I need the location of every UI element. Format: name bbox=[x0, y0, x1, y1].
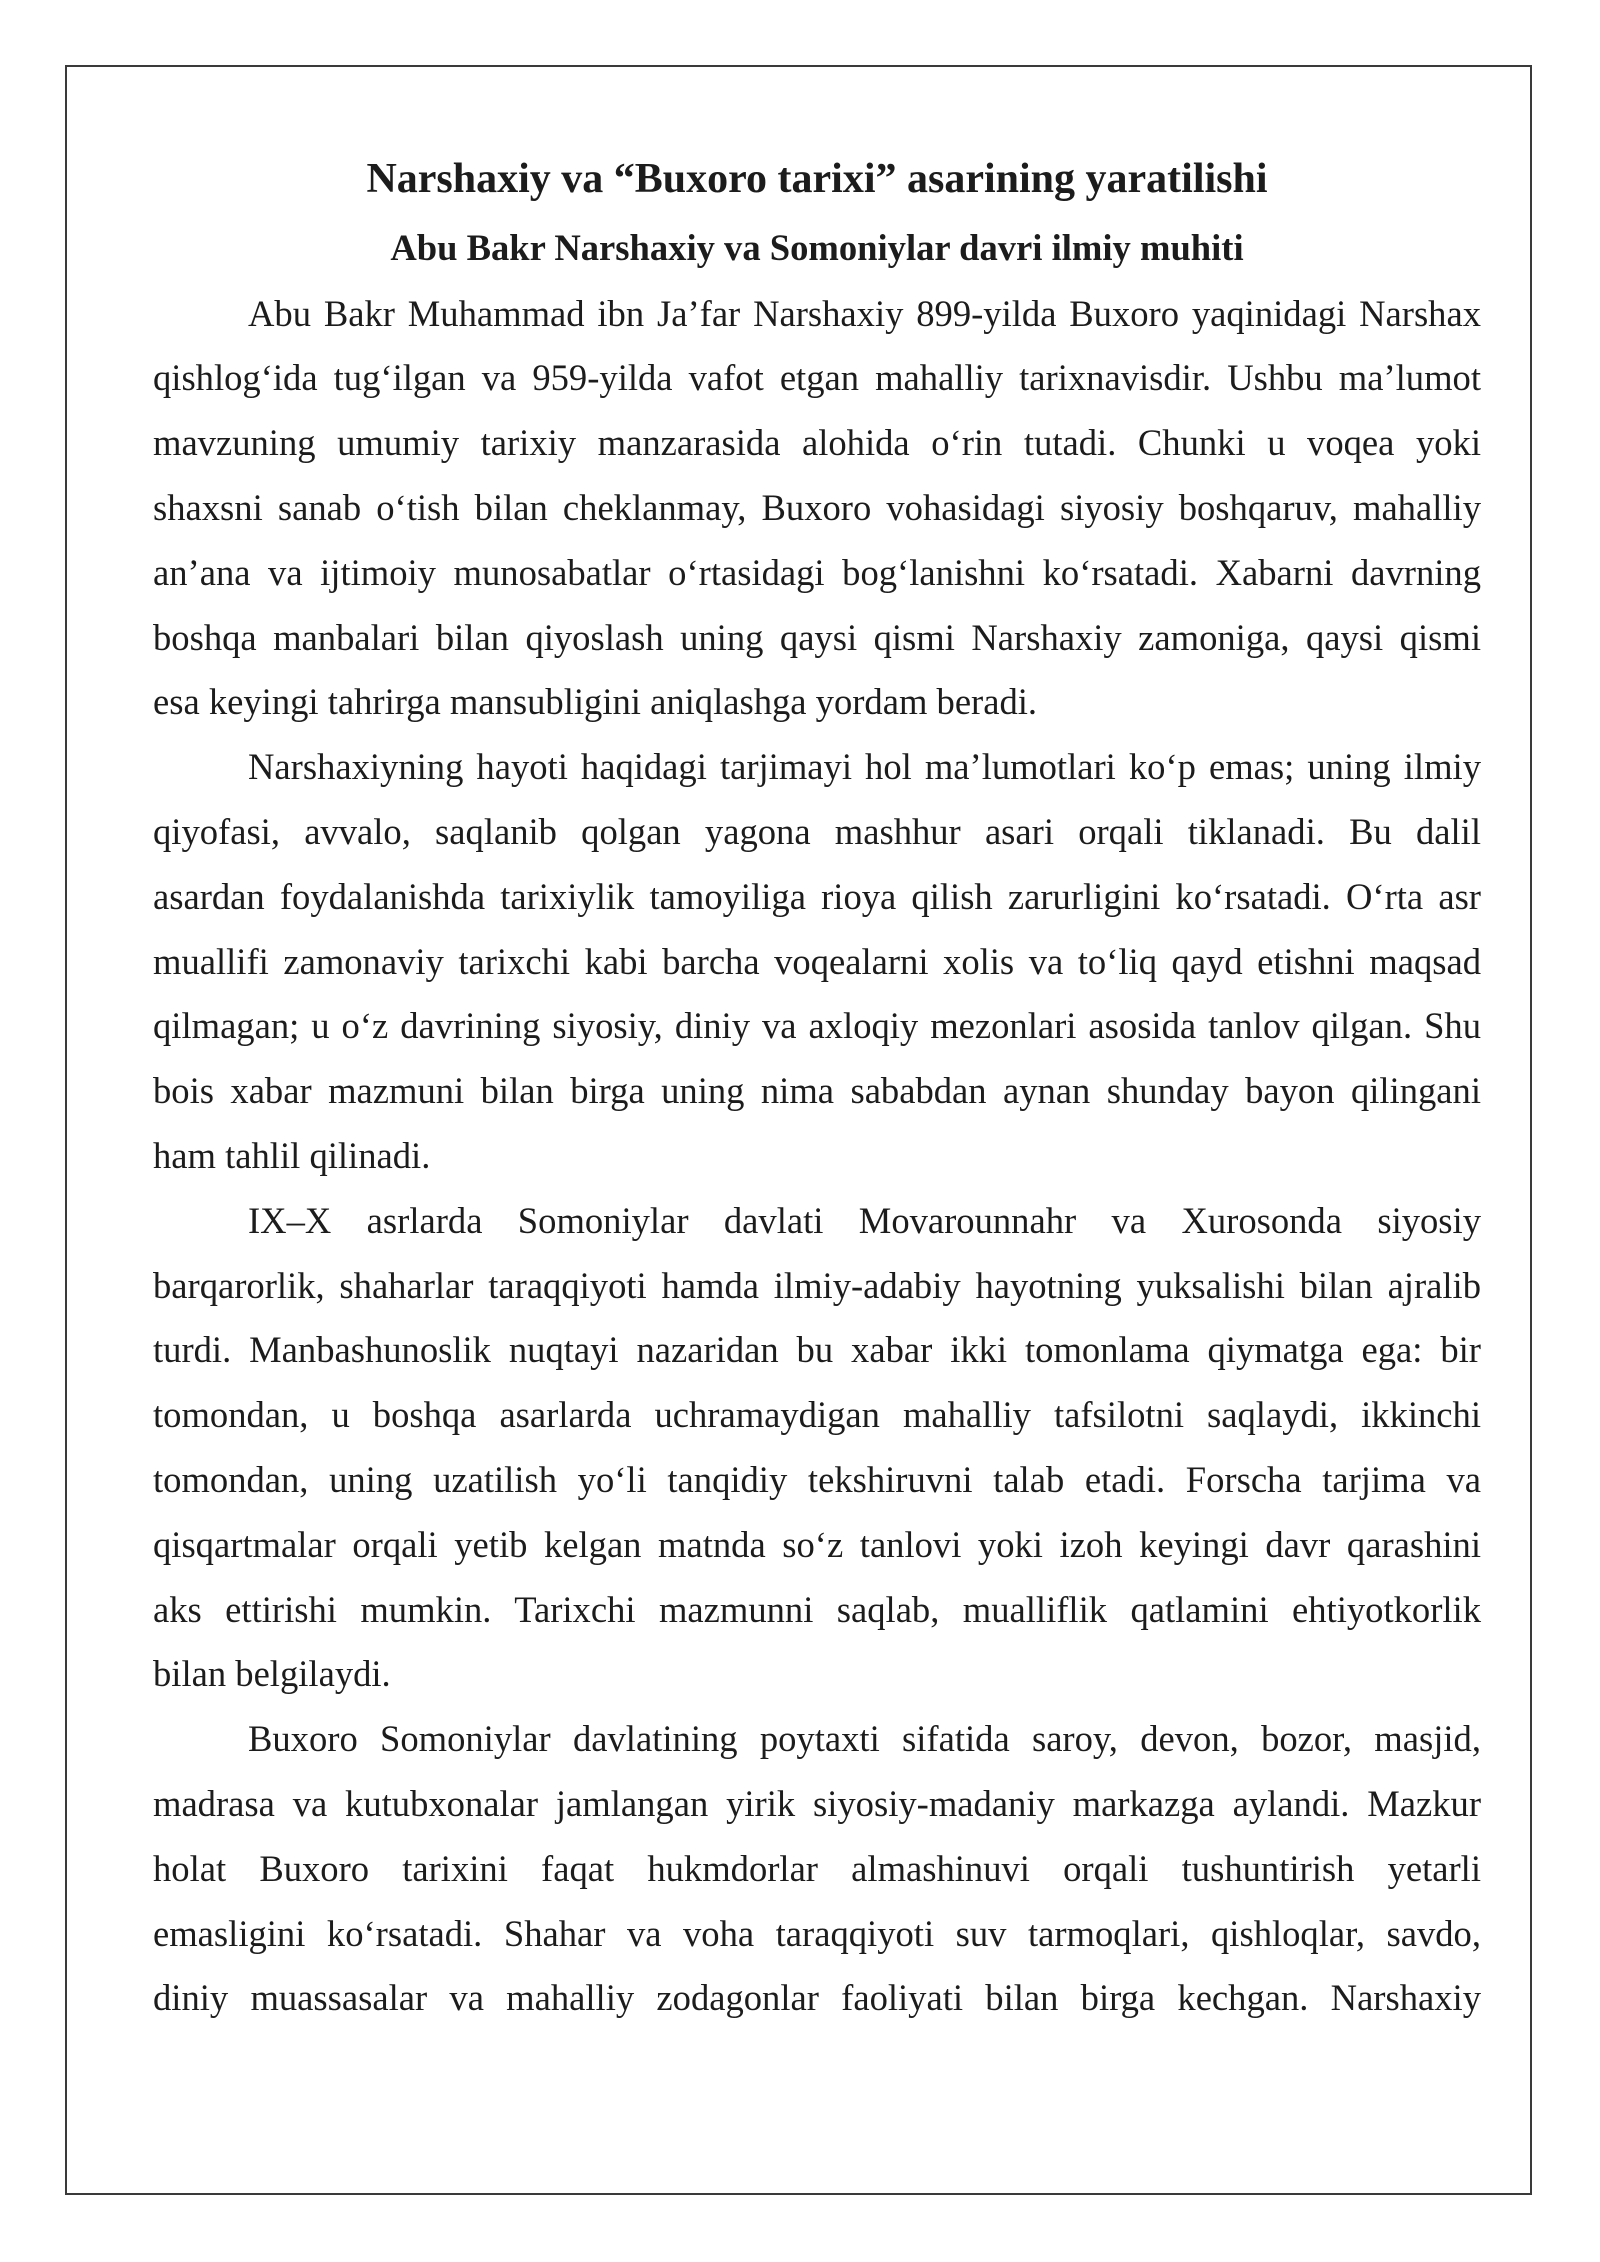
paragraph-line: qisqartmalar orqali yetib kelgan matnda so‘z tanlovi yoki izoh keyingi davr qarashini bbox=[153, 1523, 1481, 1565]
paragraph-line: boshqa manbalari bilan qiyoslash uning qaysi qismi Narshaxiy zamoniga, qaysi qismi bbox=[153, 616, 1481, 658]
paragraph-line: Abu Bakr Muhammad ibn Ja’far Narshaxiy 899-yilda Buxoro yaqinidagi Narshax bbox=[248, 292, 1481, 334]
paragraph bbox=[153, 1707, 1481, 2031]
paragraph-line: holat Buxoro tarixini faqat hukmdorlar almashinuvi orqali tushuntirish yetarli bbox=[153, 1847, 1481, 1889]
paragraph-line: qilmagan; u o‘z davrining siyosiy, diniy va axloqiy mezonlari asosida tanlov qilgan. Shu bbox=[153, 1005, 1481, 1047]
paragraph-line: ham tahlil qilinadi. bbox=[153, 1134, 431, 1176]
document-body bbox=[153, 282, 1481, 2032]
paragraph-line: Narshaxiyning hayoti haqidagi tarjimayi hol ma’lumotlari ko‘p emas; uning ilmiy bbox=[248, 746, 1481, 788]
document-title: Narshaxiy va “Buxoro tarixi” asarining yaratilishi bbox=[366, 156, 1268, 202]
paragraph-line: madrasa va kutubxonalar jamlangan yirik siyosiy-madaniy markazga aylandi. Mazkur bbox=[153, 1782, 1481, 1824]
paragraph-line: shaxsni sanab o‘tish bilan cheklanmay, Buxoro vohasidagi siyosiy boshqaruv, mahalliy bbox=[153, 486, 1481, 528]
paragraph-line: tomondan, uning uzatilish yo‘li tanqidiy tekshiruvni talab etadi. Forscha tarjima va bbox=[153, 1458, 1481, 1500]
paragraph-line: IX–X asrlarda Somoniylar davlati Movarounnahr va Xurosonda siyosiy bbox=[248, 1199, 1481, 1241]
paragraph bbox=[153, 1189, 1481, 1707]
paragraph-line: aks ettirishi mumkin. Tarixchi mazmunni saqlab, mualliflik qatlamini ehtiyotkorlik bbox=[153, 1588, 1481, 1630]
paragraph-line: bilan belgilaydi. bbox=[153, 1653, 391, 1695]
paragraph-line: barqarorlik, shaharlar taraqqiyoti hamda ilmiy-adabiy hayotning yuksalishi bilan ajralib bbox=[153, 1264, 1481, 1306]
paragraph-line: qiyofasi, avvalo, saqlanib qolgan yagona mashhur asari orqali tiklanadi. Bu dalil bbox=[153, 810, 1481, 852]
paragraph-line: Buxoro Somoniylar davlatining poytaxti sifatida saroy, devon, bozor, masjid, bbox=[248, 1718, 1481, 1760]
paragraph bbox=[153, 735, 1481, 1189]
document-subtitle: Abu Bakr Narshaxiy va Somoniylar davri ilmiy muhiti bbox=[390, 227, 1244, 268]
paragraph-line: mavzuning umumiy tarixiy manzarasida alohida o‘rin tutadi. Chunki u voqea yoki bbox=[153, 422, 1481, 464]
paragraph-line: tomondan, u boshqa asarlarda uchramaydigan mahalliy tafsilotni saqlaydi, ikkinchi bbox=[153, 1394, 1481, 1436]
paragraph-line: muallifi zamonaviy tarixchi kabi barcha voqealarni xolis va to‘liq qayd etishni maqsad bbox=[153, 940, 1481, 982]
paragraph-line: emasligini ko‘rsatadi. Shahar va voha taraqqiyoti suv tarmoqlari, qishloqlar, savdo, bbox=[153, 1912, 1481, 1954]
paragraph-line: asardan foydalanishda tarixiylik tamoyiliga rioya qilish zarurligini ko‘rsatadi. O‘rta asr bbox=[153, 875, 1481, 917]
paragraph-line: esa keyingi tahrirga mansubligini aniqlashga yordam beradi. bbox=[153, 681, 1038, 723]
paragraph-line: qishlog‘ida tug‘ilgan va 959-yilda vafot etgan mahalliy tarixnavisdir. Ushbu ma’lumot bbox=[153, 357, 1481, 399]
paragraph-line: an’ana va ijtimoiy munosabatlar o‘rtasidagi bog‘lanishni ko‘rsatadi. Xabarni davrning bbox=[153, 551, 1481, 593]
paragraph-line: diniy muassasalar va mahalliy zodagonlar faoliyati bilan birga kechgan. Narshaxiy bbox=[153, 1977, 1481, 2019]
paragraph-line: bois xabar mazmuni bilan birga uning nima sababdan aynan shunday bayon qilingani bbox=[153, 1070, 1481, 1112]
paragraph bbox=[153, 282, 1481, 736]
paragraph-line: turdi. Manbashunoslik nuqtayi nazaridan bu xabar ikki tomonlama qiymatga ega: bir bbox=[153, 1329, 1481, 1371]
